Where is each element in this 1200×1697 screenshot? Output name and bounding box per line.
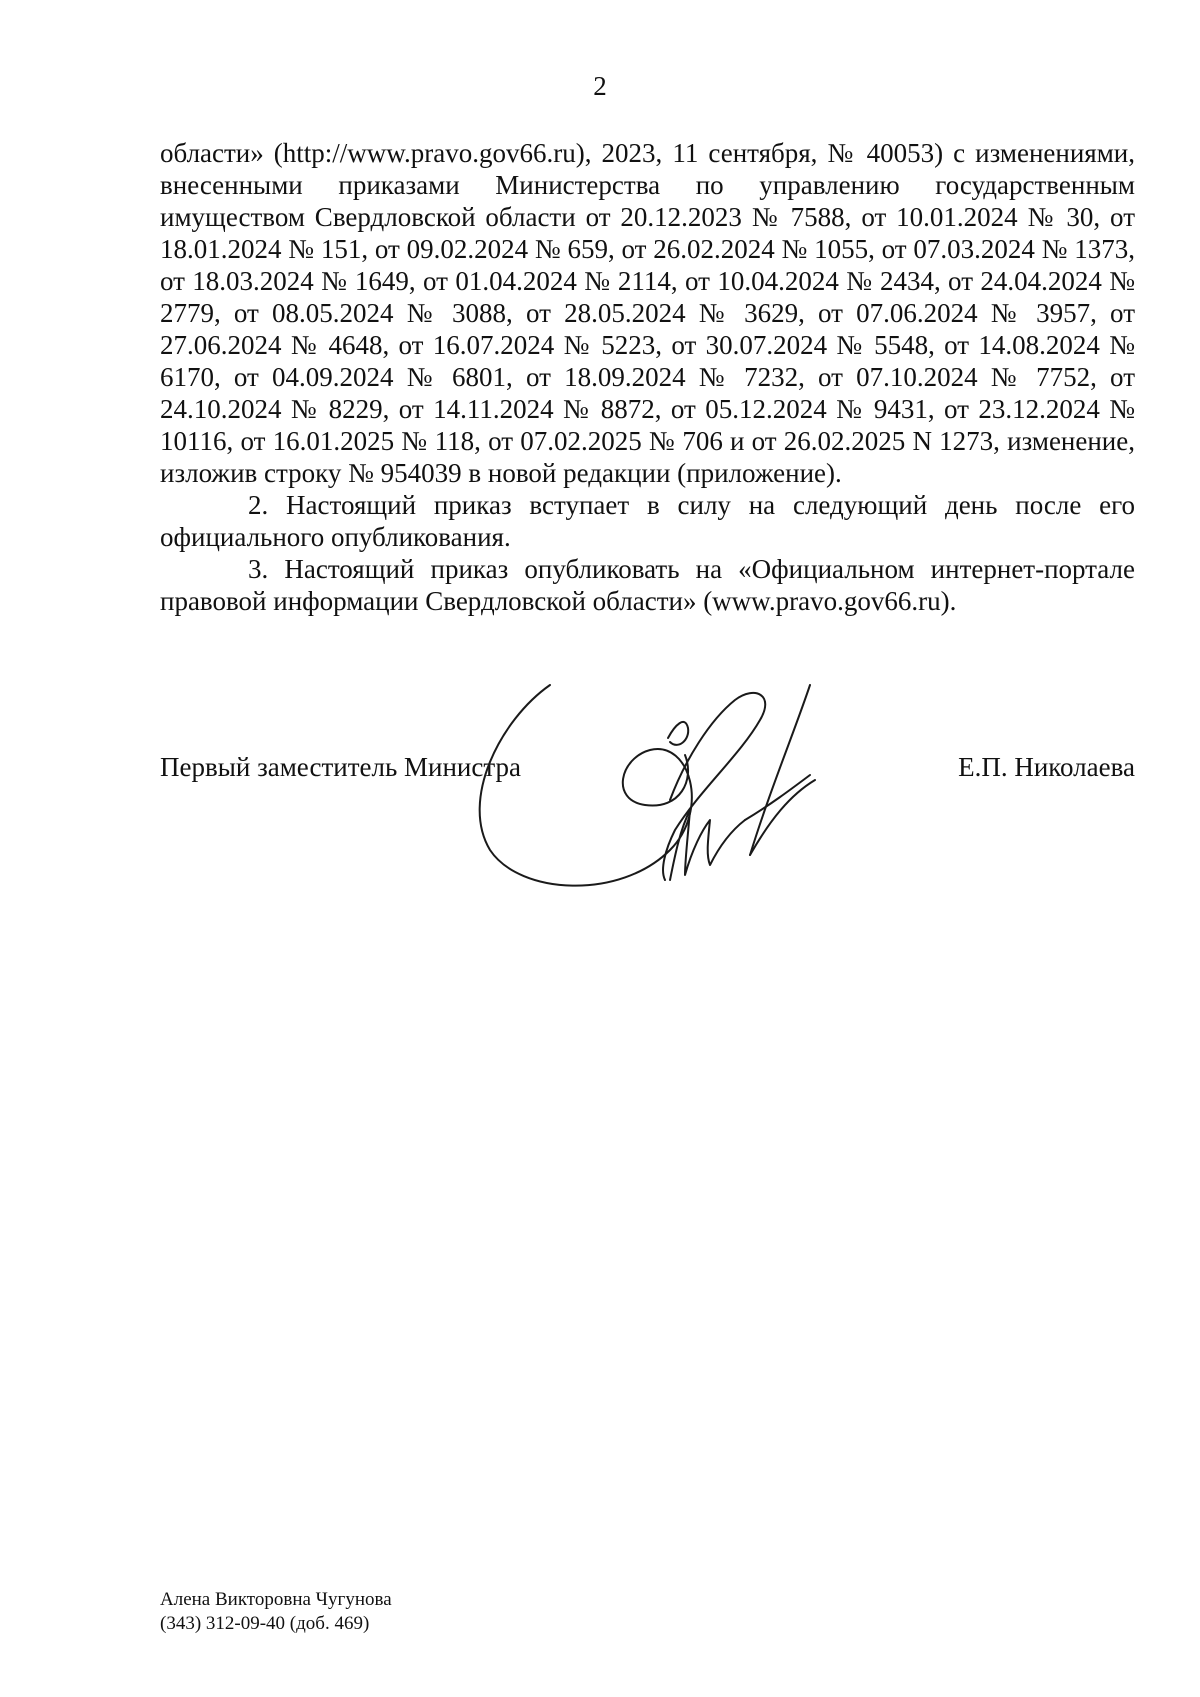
executor-contact [160, 1588, 392, 1636]
handwritten-signature [470, 680, 870, 910]
executor-phone: (343) 312-09-40 (доб. 469) [160, 1613, 370, 1634]
signer-name: Е.П. Николаева [958, 752, 1135, 782]
executor-name: Алена Викторовна Чугунова [160, 1589, 392, 1610]
paragraph-effective-date: 2. Настоящий приказ вступает в силу на следующий день после его официального опубликования. [160, 490, 1135, 552]
paragraph-publication: 3. Настоящий приказ опубликовать на «Официальном интернет-портале правовой информации Свердловской области» (www.pravo.gov66.ru). [160, 554, 1135, 616]
paragraph-amendments: области» (http://www.pravo.gov66.ru), 2023, 11 сентября, № 40053) с изменениями, внесенными приказами Министерства по управлению государственным имуществом Свердловской области от 20.12.2023 № 7588, от 10.01.2024 № 30, от 18.01.2024 № 151, от 09.02.2024 № 659, от 26.02.2024 № 1055, от 07.03.2024 № 1373, от 18.03.2024 № 1649, от 01.04.2024 № 2114, от 10.04.2024 № 2434, от 24.04.2024 № 2779, от 08.05.2024 № 3088, от 28.05.2024 № 3629, от 07.06.2024 № 3957, от 27.06.2024 № 4648, от 16.07.2024 № 5223, от 30.07.2024 № 5548, от 14.08.2024 № 6170, от 04.09.2024 № 6801, от 18.09.2024 № 7232, от 07.10.2024 № 7752, от 24.10.2024 № 8229, от 14.11.2024 № 8872, от 05.12.2024 № 9431, от 23.12.2024 № 10116, от 16.01.2025 № 118, от 07.02.2025 № 706 и от 26.02.2025 N 1273, изменение, изложив строку № 954039 в новой редакции (приложение). [160, 138, 1135, 488]
document-body [160, 137, 1135, 617]
signer-title: Первый заместитель Министра [160, 752, 521, 782]
page-number: 2 [593, 71, 607, 101]
